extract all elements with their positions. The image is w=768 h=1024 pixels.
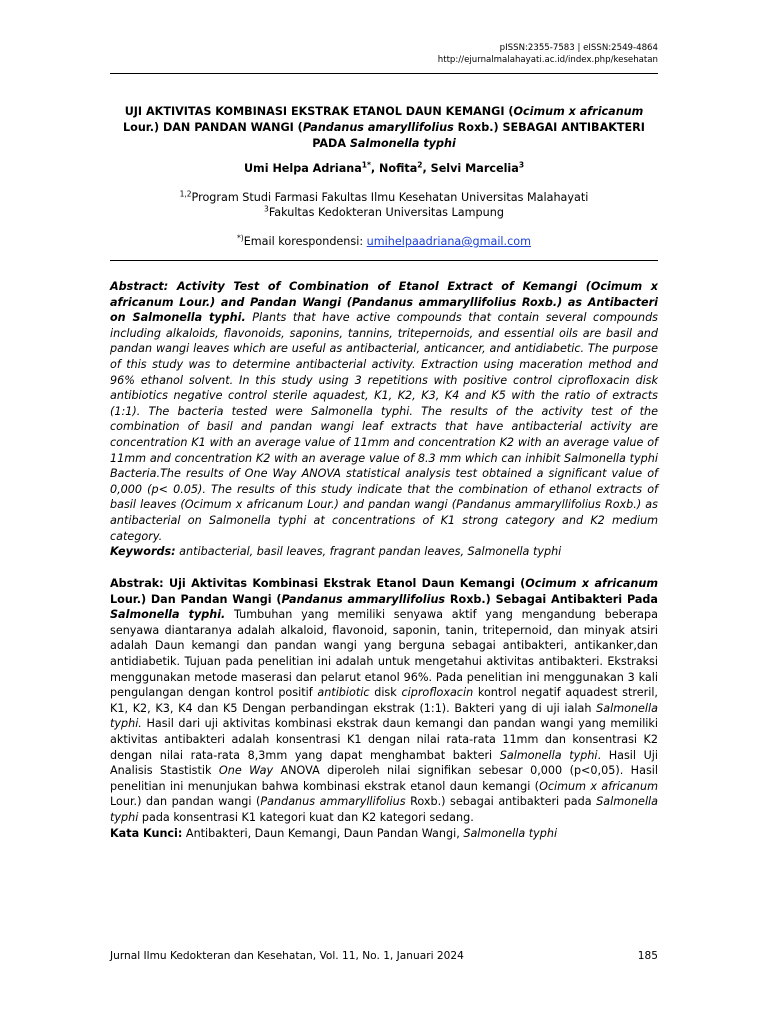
abstract-indonesian: Abstrak: Uji Aktivitas Kombinasi Ekstrak Etanol Daun Kemangi (Ocimum x africanum Lour.) Dan Pandan Wangi (Pandanus ammaryllifolius Roxb.) Sebagai Antibakteri Pada Salmonella typhi. Tumbuhan yang memiliki senyawa aktif yang mengandung beberapa senyawa diantaranya adalah alkaloid, flavonoid, saponin, tanin, tritepernoid, dan minyak atsiri adalah Daun kemangi dan pandan wangi yang berguna sebagai antibakteri, antikanker,dan antidiabetik. Tujuan pada penelitian ini adalah untuk mengetahui aktivitas antibakteri. Ekstraksi menggunakan metode maserasi dan pelarut etanol 96%. Pada penelitian ini menggunakan 3 kali pengulangan dengan kontrol positif antibiotic disk ciprofloxacin kontrol negatif aquadest streril, K1, K2, K3, K4 dan K5 Dengan perbandingan ekstrak (1:1). Bakteri yang di uji ialah Salmonella typhi. Hasil dari uji aktivitas kombinasi ekstrak daun kemangi dan pandan wangi yang memiliki aktivitas antibakteri adalah konsentrasi K1 dengan nilai rata-rata 11mm dan konsentrasi K2 dengan nilai rata-rata 8,3mm yang dapat menghambat bakteri Salmonella typhi. Hasil Uji Analisis Stastistik One Way ANOVA diperoleh nilai signifikan sebesar 0,000 (p<0,05). Hasil penelitian ini menunjukan bahwa kombinasi ekstrak etanol daun kemangi (Ocimum x africanum Lour.) dan pandan wangi (Pandanus ammaryllifolius Roxb.) sebagai antibakteri pada Salmonella typhi pada konsentrasi K1 kategori kuat dan K2 kategori sedang. Kata Kunci: Antibakteri, Daun Kemangi, Daun Pandan Wangi, Salmonella typhi xyxy=(110,577,659,840)
kata-kunci-label: Kata Kunci: xyxy=(110,826,183,840)
affiliation-1: $^{1,2}$Program Studi Farmasi Fakultas Ilmu Kesehatan Universitas Malahayati xyxy=(179,189,589,204)
page-footer xyxy=(110,950,658,962)
abstract-english xyxy=(110,279,658,560)
paper-title: UJI AKTIVITAS KOMBINASI EKSTRAK ETANOL DAUN KEMANGI (Ocimum x africanum Lour.) DAN PANDAN WANGI (Pandanus amaryllifolius Roxb.) SEBAGAI ANTIBAKTERI PADA Salmonella typhi xyxy=(123,105,645,150)
keywords-label: Keywords: xyxy=(110,545,176,559)
affiliation-2: $^3$Fakultas Kedokteran Universitas Lampung xyxy=(264,204,504,219)
author-list: Umi Helpa Adriana$^{1*}$, Nofita$^2$, Selvi Marcelia$^3$ xyxy=(243,160,525,175)
abstract-en-heading: Abstract: Activity Test of Combination of Etanol Extract of Kemangi (Ocimum x africanum Lour.) and Pandan Wangi (Pandanus ammaryllifolius Roxb.) as Antibacteri on Salmonella typhi. xyxy=(110,280,658,325)
abstract-en-body: Plants that have active compounds that contain several compounds including alkaloids, flavonoids, saponins, tannins, tritepernoids, and essential oils are basil and pandan wangi leaves which are useful as antibacterial, anticancer, and antidiabetic. The purpose of this study was to determine antibacterial activity. Extraction using maceration method and 96% ethanol solvent. In this study using 3 repetitions with positive control ciprofloxacin disk antibiotics negative control sterile aquadest, K1, K2, K3, K4 and K5 with the ratio of extracts (1:1). The bacteria tested were Salmonella typhi. The results of the activity test of the combination of basil and pandan wangi leaf extracts that have antibacterial activity are concentration K1 with an average value of 11mm and concentration K2 with an average value of 11mm and concentration K2 with an average value of 8.3 mm which can inhibit Salmonella typhi Bacteria.The results of One Way ANOVA statistical analysis test obtained a significant value of 0,000 (p< 0.05). The results of this study indicate that the combination of ethanol extracts of basil leaves (Ocimum x africanum Lour.) and pandan wangi (Pandanus ammaryllifolius Roxb.) as antibacterial on Salmonella typhi at concentrations of K1 strong category and K2 medium category. xyxy=(110,311,658,543)
correspondence-line: *)Email korespondensi: umihelpaadriana@gmail.com xyxy=(237,233,531,248)
header-divider xyxy=(110,73,658,74)
page-number: 185 xyxy=(637,950,658,962)
keywords-text: antibacterial, basil leaves, fragrant pandan leaves, Salmonella typhi xyxy=(175,545,562,559)
issn-line: pISSN:2355-7583 | eISSN:2549-4864 xyxy=(499,43,658,53)
section-divider xyxy=(110,260,658,261)
journal-url[interactable]: http://ejurnalmalahayati.ac.id/index.php/kesehatan xyxy=(437,55,658,65)
email-link[interactable]: umihelpaadriana@gmail.com xyxy=(366,235,531,248)
footer-journal: Jurnal Ilmu Kedokteran dan Kesehatan, Vol. 11, No. 1, Januari 2024 xyxy=(110,950,464,962)
